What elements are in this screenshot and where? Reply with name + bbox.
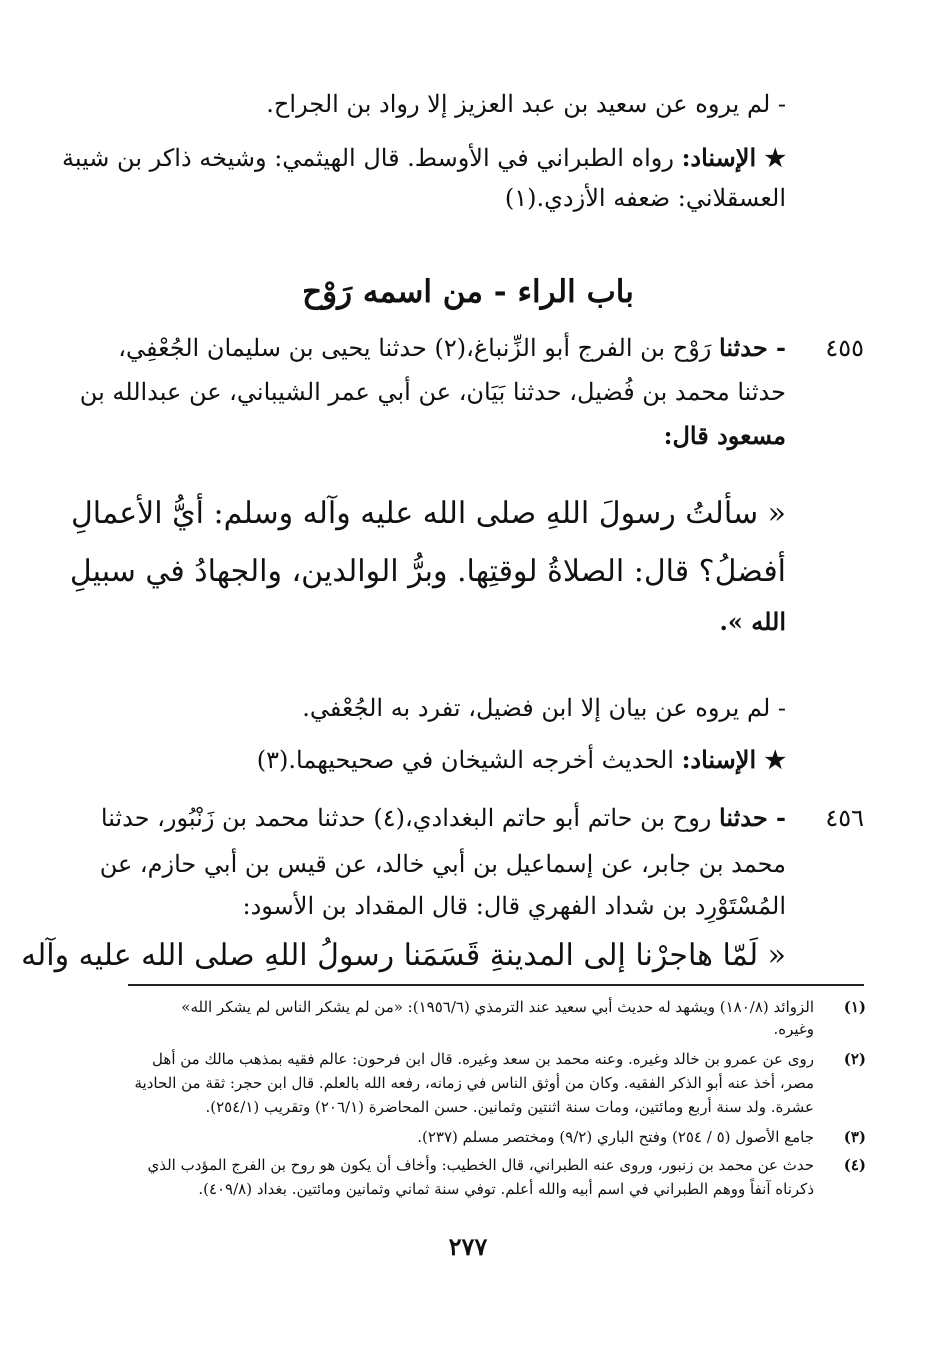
footnote-line: روى عن عمرو بن خالد وغيره. وعنه محمد بن سعد وغيره. قال ابن فرحون: عالم فقيه بمذهب مالك من أهل: [152, 1050, 814, 1068]
hadith-quote-line: « سألتُ رسولَ اللهِ صلى الله عليه وآله وسلم: أيُّ الأعمالِ: [71, 496, 786, 531]
text-line: - لم يروه عن سعيد بن عبد العزيز إلا رواد بن الجراح.: [266, 90, 786, 118]
hadith-lead: - حدثنا: [719, 333, 786, 362]
hadith-line: [101, 800, 786, 836]
hadith-quote-line: أفضلُ؟ قال: الصلاةُ لوقتِها. وبرُّ الوالدين، والجهادُ في سبيلِ: [69, 554, 786, 589]
hadith-line: محمد بن جابر، عن إسماعيل بن أبي خالد، عن قيس بن أبي حازم، عن: [99, 850, 786, 878]
footnote-line: مصر، أخذ عنه أبو الذكر الفقيه. وكان من أوثق الناس في زمانه، رفعه الله بالعلم. قال ابن حجر: ثقة من الحادية: [134, 1074, 814, 1092]
isnad-line: [257, 742, 786, 778]
isnad-line: [62, 140, 786, 176]
hadith-line: [118, 330, 786, 366]
isnad-label: ★ الإسناد:: [681, 745, 786, 774]
footnote-line: الزوائد (١٨٠/٨) ويشهد له حديث أبي سعيد عند الترمذي (١٩٥٦/٦): «من لم يشكر الناس لم يشكر الله»: [181, 998, 814, 1016]
footnote-line: عشرة. ولد سنة أربع ومائتين، ومات سنة اثنتين وثمانين. حسن المحاضرة (٢٠٦/١) وتقريب (٢٥٤/١).: [205, 1098, 814, 1116]
footnote-line: جامع الأصول (٥ / ٢٥٤) وفتح الباري (٩/٢) ومختصر مسلم (٢٣٧).: [417, 1128, 814, 1146]
hadith-quote-line: « لَمّا هاجرْنا إلى المدينةِ قَسَمَنا رسولُ اللهِ صلى الله عليه وآله: [21, 938, 786, 973]
footnote-number: (٤): [843, 1156, 866, 1174]
chapter-heading: باب الراء - من اسمه رَوْح: [302, 274, 634, 310]
hadith-lead: - حدثنا: [719, 803, 786, 832]
hadith-text: رَوْح بن الفرج أبو الزِّنباغ،(٢) حدثنا يحيى بن سليمان الجُعْفِي،: [118, 334, 720, 362]
hadith-number: ٤٥٥: [825, 334, 864, 362]
text-line: - لم يروه عن بيان إلا ابن فضيل، تفرد به الجُعْفي.: [302, 694, 786, 722]
footnote-line: حدث عن محمد بن زنبور، وروى عنه الطبراني، قال الخطيب: وأخاف أن يكون هو روح بن الفرج المؤدب الذي: [147, 1156, 814, 1174]
hadith-text: روح بن حاتم أبو حاتم البغدادي،(٤) حدثنا محمد بن زَنْبُور، حدثنا: [100, 804, 720, 832]
hadith-line: حدثنا محمد بن فُضيل، حدثنا بَيَان، عن أبي عمر الشيباني، عن عبدالله بن: [79, 378, 786, 406]
hadith-number: ٤٥٦: [825, 804, 864, 832]
isnad-text: رواه الطبراني في الأوسط. قال الهيثمي: وشيخه ذاكر بن شيبة: [61, 144, 682, 172]
isnad-text: الحديث أخرجه الشيخان في صحيحيهما.(٣): [256, 746, 682, 774]
footnote-line: وغيره.: [773, 1020, 814, 1038]
footnote-line: ذكرناه آنفاً ووهم الطبراني في اسم أبيه والله أعلم. توفي سنة ثماني وثمانين ومائتين. بغداد (٤٠٩/٨).: [198, 1180, 814, 1198]
hadith-line: مسعود قال:: [663, 421, 786, 450]
hadith-quote-line: الله ».: [719, 607, 786, 636]
hadith-line: المُسْتَوْرِد بن شداد الفهري قال: قال المقداد بن الأسود:: [242, 892, 786, 920]
footnote-number: (٢): [843, 1050, 866, 1068]
footnote-separator: [128, 984, 864, 986]
text-line: العسقلاني: ضعفه الأزدي.(١): [504, 184, 786, 212]
page-number: ٢٧٧: [448, 1232, 488, 1261]
footnote-number: (٣): [843, 1128, 866, 1146]
footnote-number: (١): [843, 998, 866, 1016]
isnad-label: ★ الإسناد:: [681, 143, 786, 172]
